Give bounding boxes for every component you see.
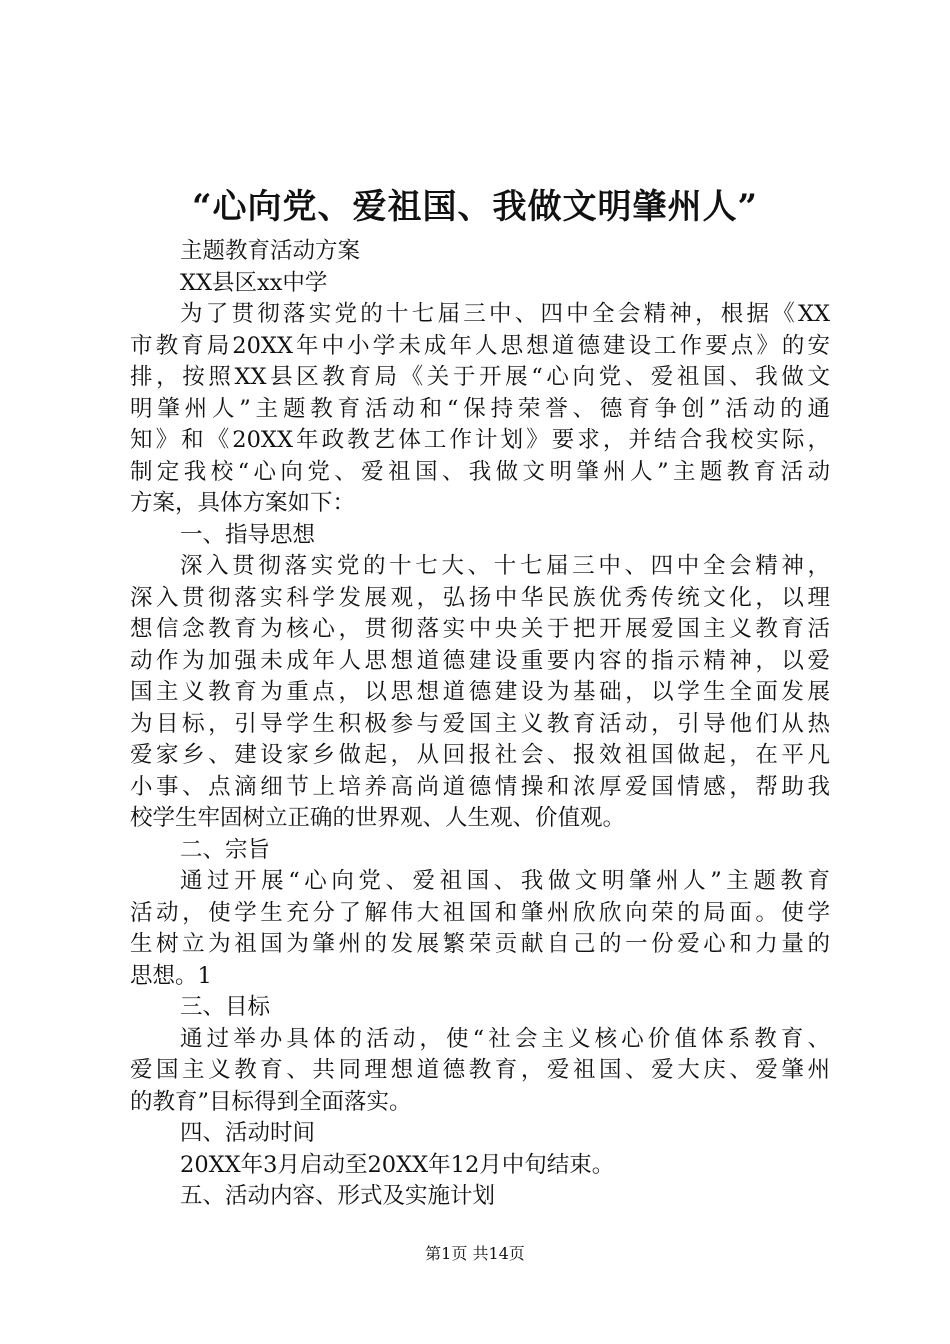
paragraph-line: 明肇州人”主题教育活动和“保持荣誉、德育争创”活动的通 — [130, 395, 830, 422]
paragraph-line: 活动，使学生充分了解伟大祖国和肇州欣欣向荣的局面。使学 — [130, 899, 830, 926]
paragraph-line: 深入贯彻落实科学发展观，弘扬中华民族优秀传统文化，以理 — [130, 584, 830, 611]
paragraph-line: 20XX年3月启动至20XX年12月中旬结束。 — [180, 1151, 615, 1178]
paragraph-line: 为了贯彻落实党的十七届三中、四中全会精神，根据《XX — [180, 301, 830, 327]
section-heading: 四、活动时间 — [180, 1120, 316, 1146]
paragraph-line: 通过举办具体的活动，使“社会主义核心价值体系教育、 — [180, 1025, 830, 1052]
document-body — [130, 236, 830, 1213]
paragraph-line: 深入贯彻落实党的十七大、十七届三中、四中全会精神， — [180, 553, 830, 579]
paragraph-line: 国主义教育为重点，以思想道德建设为基础，以学生全面发展 — [130, 679, 830, 705]
subtitle-line: 主题教育活动方案 — [180, 238, 361, 264]
paragraph-line: 通过开展“心向党、爱祖国、我做文明肇州人”主题教育 — [180, 868, 830, 894]
page-number-footer: 第1页 共14页 — [425, 1244, 525, 1263]
paragraph-line: 市教育局20XX年中小学未成年人思想道德建设工作要点》的安 — [130, 332, 830, 359]
paragraph-line: 爱国主义教育、共同理想道德教育，爱祖国、爱大庆、爱肇州 — [130, 1057, 830, 1083]
section-heading: 五、活动内容、形式及实施计划 — [180, 1183, 496, 1209]
paragraph-line: 排，按照XX县区教育局《关于开展“心向党、爱祖国、我做文 — [130, 364, 830, 390]
section-heading: 三、目标 — [180, 994, 271, 1020]
paragraph-line: 为目标，引导学生积极参与爱国主义教育活动，引导他们从热 — [130, 710, 830, 737]
section-heading: 二、宗旨 — [180, 836, 271, 863]
section-heading: 一、指导思想 — [180, 521, 316, 548]
paragraph-line: 方案，具体方案如下： — [130, 490, 356, 516]
paragraph-line: 小事、点滴细节上培养高尚道德情操和浓厚爱国情感，帮助我 — [130, 773, 830, 800]
paragraph-line: 思想。1 — [130, 962, 212, 989]
paragraph-line: 知》和《20XX年政教艺体工作计划》要求，并结合我校实际， — [130, 427, 830, 453]
paragraph-line: 动作为加强未成年人思想道德建设重要内容的指示精神，以爱 — [130, 647, 830, 674]
paragraph-line: 生树立为祖国为肇州的发展繁荣贡献自己的一份爱心和力量的 — [130, 931, 830, 957]
paragraph-line: 想信念教育为核心，贯彻落实中央关于把开展爱国主义教育活 — [130, 616, 830, 642]
paragraph-line: 校学生牢固树立正确的世界观、人生观、价值观。 — [130, 805, 626, 831]
paragraph-line: 爱家乡、建设家乡做起，从回报社会、报效祖国做起，在平凡 — [130, 742, 830, 768]
document-title: “心向党、爱祖国、我做文明肇州人” — [191, 187, 759, 227]
school-line: XX县区xx中学 — [180, 269, 328, 296]
paragraph-line: 的教育”目标得到全面落实。 — [130, 1088, 412, 1115]
paragraph-line: 制定我校“心向党、爱祖国、我做文明肇州人”主题教育活动 — [130, 458, 830, 485]
